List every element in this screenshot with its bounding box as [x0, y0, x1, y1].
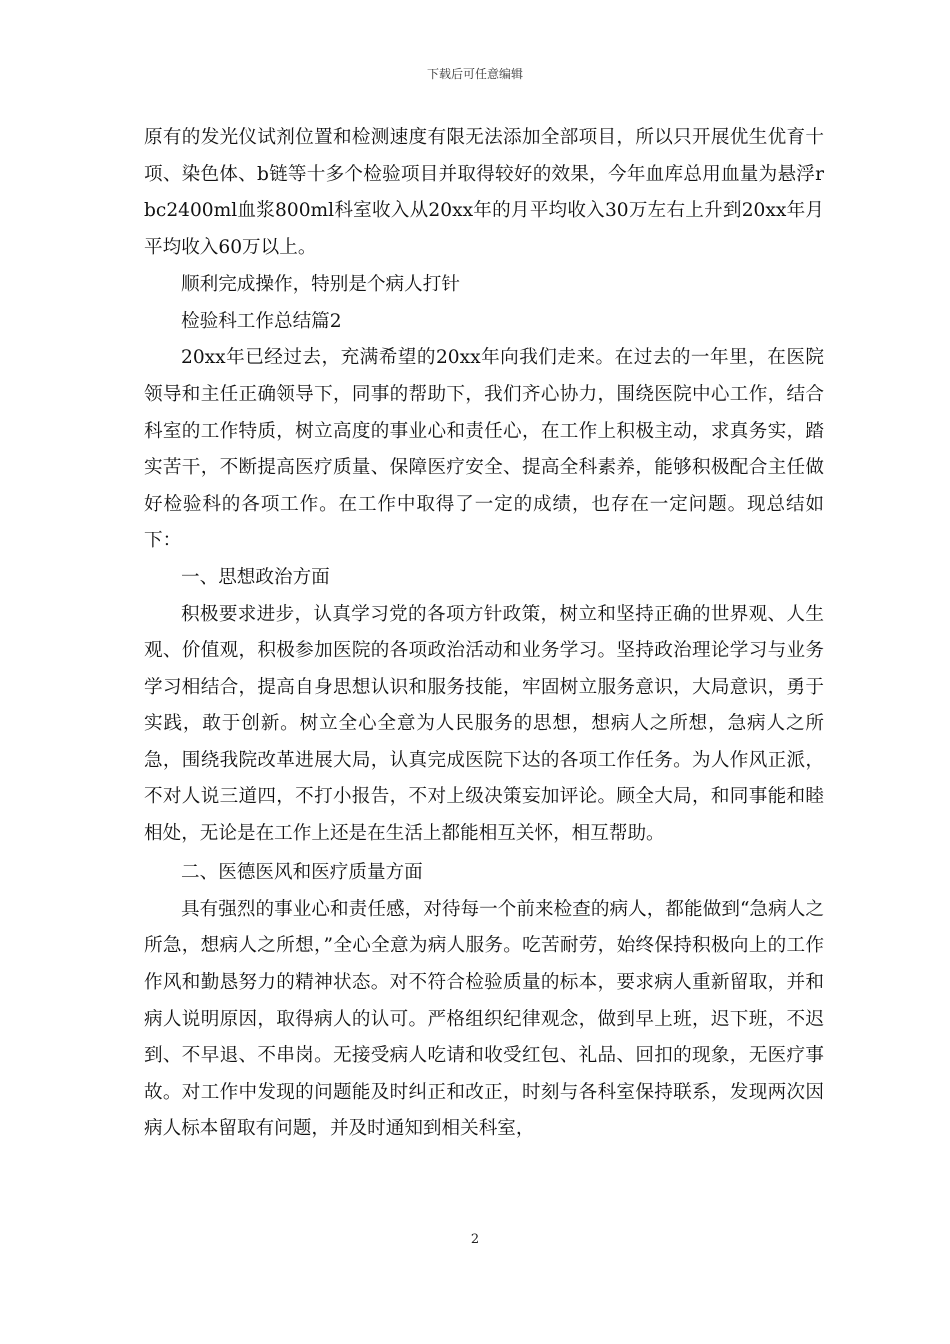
section-heading-1: 一、思想政治方面 — [181, 566, 330, 588]
paragraph-ethics: 具有强烈的事业心和责任感，对待每一个前来检查的病人，都能做到“急病人之所急，想病人之所想，”全心全意为病人服务。吃苦耐劳，始终保持积极向上的工作作风和勤恳努力的精神状态。对不符合检验质量的标本，要求病人重新留取，并和病人说明原因，取得病人的认可。严格组织纪律观念，做到早上班，迟下班，不迟到、不早退、不串岗。无接受病人吃请和收受红包、礼品、回扣的现象，无医疗事故。对工作中发现的问题能及时纠正和改正，时刻与各科室保持联系，发现两次因病人标本留取有问题，并及时通知到相关科室， — [144, 898, 824, 1140]
paragraph-continued: 原有的发光仪试剂位置和检测速度有限无法添加全部项目，所以只开展优生优育十项、染色体、b链等十多个检验项目并取得较好的效果，今年血库总用血量为悬浮rbc2400ml血浆800ml科室收入从20xx年的月平均收入30万左右上升到20xx年月平均收入60万以上。 — [144, 127, 824, 258]
page-header: 下载后可任意编辑 — [426, 67, 523, 81]
page-number: 2 — [470, 1232, 480, 1247]
paragraph-intro: 20xx年已经过去，充满希望的20xx年向我们走来。在过去的一年里，在医院领导和主任正确领导下，同事的帮助下，我们齐心协力，围绕医院中心工作，结合科室的工作特质，树立高度的事业心和责任心，在工作上积极主动，求真务实，踏实苦干，不断提高医疗质量、保障医疗安全、提高全科素养，能够积极配合主任做好检验科的各项工作。在工作中取得了一定的成绩，也存在一定问题。现总结如下： — [144, 347, 824, 552]
paragraph-politics: 积极要求进步，认真学习党的各项方针政策，树立和坚持正确的世界观、人生观、价值观，积极参加医院的各项政治活动和业务学习。坚持政治理论学习与业务学习相结合，提高自身思想认识和服务技能，牢固树立服务意识，大局意识，勇于实践，敢于创新。树立全心全意为人民服务的思想，想病人之所想，急病人之所急，围绕我院改革进展大局，认真完成医院下达的各项工作任务。为人作风正派，不对人说三道四，不打小报告，不对上级决策妄加评论。顾全大局，和同事能和睦相处，无论是在工作上还是在生活上都能相互关怀，相互帮助。 — [144, 603, 824, 845]
section-heading-2: 二、医德医风和医疗质量方面 — [181, 862, 423, 884]
paragraph-line: 顺利完成操作，特别是个病人打针 — [181, 274, 460, 296]
section-title: 检验科工作总结篇2 — [181, 310, 342, 332]
document-body — [144, 120, 824, 1148]
